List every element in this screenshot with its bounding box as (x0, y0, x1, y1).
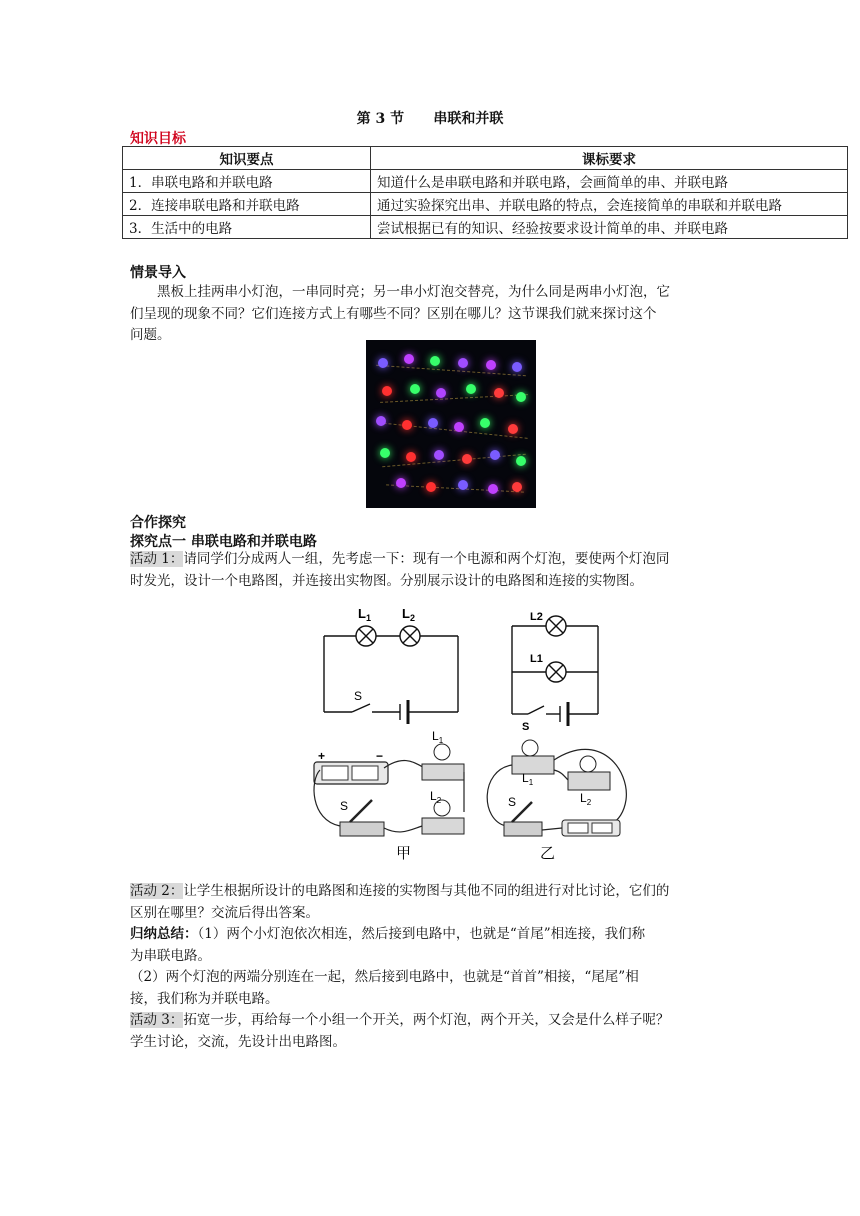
bulb-glow (434, 450, 444, 460)
photo-wire (382, 454, 526, 468)
table-row (123, 170, 848, 193)
setup-jia-caption: 甲 (396, 845, 412, 862)
series-label-l2: $L_2$ (402, 606, 415, 623)
bulb-glow (382, 386, 392, 396)
bulb-glow (512, 482, 522, 492)
parallel-circuit-diagram (512, 626, 598, 714)
series-label-l1: $L_1$ (358, 606, 371, 623)
bulb-glow (430, 356, 440, 366)
bulb-glow (454, 422, 464, 432)
bulb-glow (494, 388, 504, 398)
table-cell: 1．串联电路和并联电路 (123, 170, 371, 193)
bulb-glow (426, 482, 436, 492)
knowledge-table (122, 146, 848, 239)
activity1-paragraph (130, 549, 730, 592)
bulb-glow (458, 480, 468, 490)
page-title (0, 108, 860, 128)
bulb-glow (436, 388, 446, 398)
lamp-l2-parallel-symbol (546, 616, 566, 636)
table-cell: 2．连接串联电路和并联电路 (123, 193, 371, 216)
bulb-glow (376, 416, 386, 426)
setup-jia-label-l1: $L_1$ (432, 729, 444, 745)
inquiry-point-heading: 探究点一 串联电路和并联电路 (130, 534, 317, 550)
activity2-text: 区别在哪里？交流后得出答案。 (130, 904, 319, 921)
activity2-label: 活动 2： (130, 883, 184, 899)
table-cell: 3．生活中的电路 (123, 216, 371, 239)
parallel-label-l2: L2 (530, 611, 543, 623)
column-header-points: 知识要点 (123, 147, 371, 170)
summary-text: （1）两个小灯泡依次相连，然后接到电路中，也就是“首尾”相连接，我们称 (197, 926, 646, 942)
section-topic: 串联和并联 (433, 111, 504, 127)
lamp-l1-parallel-symbol (546, 662, 566, 682)
bulb-glow (512, 362, 522, 372)
section-number: 第 3 节 (356, 111, 405, 127)
bulb-glow (516, 392, 526, 402)
intro-heading: 情景导入 (130, 265, 186, 281)
bulb-glow (406, 452, 416, 462)
lamp-l1-symbol (356, 626, 376, 646)
setup-yi-caption: 乙 (540, 845, 556, 862)
bulb-glow (380, 448, 390, 458)
battery-parallel-symbol (560, 702, 568, 726)
summary-text: 接，我们称为并联电路。 (130, 990, 279, 1007)
table-header-row (123, 147, 848, 170)
setup-yi-label-l2: $L_2$ (580, 791, 592, 807)
bulb-glow (508, 424, 518, 434)
intro-line: 黑板上挂两串小灯泡，一串同时亮；另一串小灯泡交替亮，为什么同是两串小灯泡，它 (157, 284, 670, 300)
activity1-label: 活动 1： (130, 551, 184, 567)
bulb-glow (402, 420, 412, 430)
bulb-glow (396, 478, 406, 488)
activity1-text: 请同学们分成两人一组，先考虑一下：现有一个电源和两个灯泡，要使两个灯泡同 (183, 551, 670, 567)
coop-heading: 合作探究 (130, 515, 186, 531)
intro-line: 问题。 (130, 327, 171, 343)
bulb-glow (516, 456, 526, 466)
knowledge-goal-heading: 知识目标 (130, 131, 186, 147)
bulb-glow (404, 354, 414, 364)
setup-yi-label-l1: $L_1$ (522, 771, 534, 787)
setup-yi-label-switch: S (508, 795, 517, 809)
activity2-text: 让学生根据所设计的电路图和连接的实物图与其他不同的组进行对比讨论，它们的 (183, 883, 670, 899)
column-header-requirements: 课标要求 (371, 147, 848, 170)
battery-symbol (400, 700, 408, 724)
activity2-paragraph (130, 881, 730, 1053)
setup-jia-label-switch: S (340, 799, 349, 813)
summary-text: （2）两个灯泡的两端分别连在一起，然后接到电路中，也就是“首首”相接，“尾尾”相 (130, 969, 639, 985)
photo-wire (386, 484, 524, 492)
parallel-label-l1: L1 (530, 653, 543, 665)
bulb-glow (486, 360, 496, 370)
circuit-figure (300, 600, 640, 870)
intro-paragraph (130, 282, 730, 347)
photo-wire (376, 365, 526, 376)
activity3-text: 拓宽一步，再给每一个小组一个开关，两个灯泡，两个开关，又会是什么样子呢？ (183, 1012, 670, 1028)
bulb-glow (490, 450, 500, 460)
terminal-minus-label: − (376, 749, 384, 763)
table-cell: 尝试根据已有的知识、经验按要求设计简单的串、并联电路 (371, 216, 848, 239)
table-cell: 知道什么是串联电路和并联电路，会画简单的串、并联电路 (371, 170, 848, 193)
light-string-photo (366, 340, 536, 508)
bulb-glow (410, 384, 420, 394)
photo-wire (380, 394, 528, 403)
bulb-glow (458, 358, 468, 368)
table-row (123, 216, 848, 239)
series-circuit-diagram (324, 636, 458, 712)
activity3-label: 活动 3： (130, 1012, 184, 1028)
parallel-label-switch: S (522, 721, 530, 733)
series-label-switch: S (354, 689, 363, 703)
setup-jia-label-l2: $L_2$ (430, 789, 442, 805)
bulb-glow (428, 418, 438, 428)
bulb-glow (378, 358, 388, 368)
lamp-l2-symbol (400, 626, 420, 646)
bulb-glow (480, 418, 490, 428)
summary-text: 为串联电路。 (130, 947, 211, 964)
terminal-plus-label: + (318, 749, 326, 763)
bulb-glow (488, 484, 498, 494)
bulb-glow (462, 454, 472, 464)
activity3-text: 学生讨论，交流，先设计出电路图。 (130, 1033, 346, 1050)
bulb-glow (466, 384, 476, 394)
intro-line: 们呈现的现象不同？它们连接方式上有哪些不同？区别在哪儿？这节课我们就来探讨这个 (130, 305, 657, 322)
photo-wire (378, 422, 527, 439)
table-cell: 通过实验探究出串、并联电路的特点，会连接简单的串联和并联电路 (371, 193, 848, 216)
series-physical-setup (314, 744, 464, 836)
summary-label: 归纳总结： (130, 926, 198, 942)
parallel-physical-setup (487, 740, 626, 836)
activity1-text: 时发光，设计一个电路图，并连接出实物图。分别展示设计的电路图和连接的实物图。 (130, 572, 643, 589)
table-row (123, 193, 848, 216)
